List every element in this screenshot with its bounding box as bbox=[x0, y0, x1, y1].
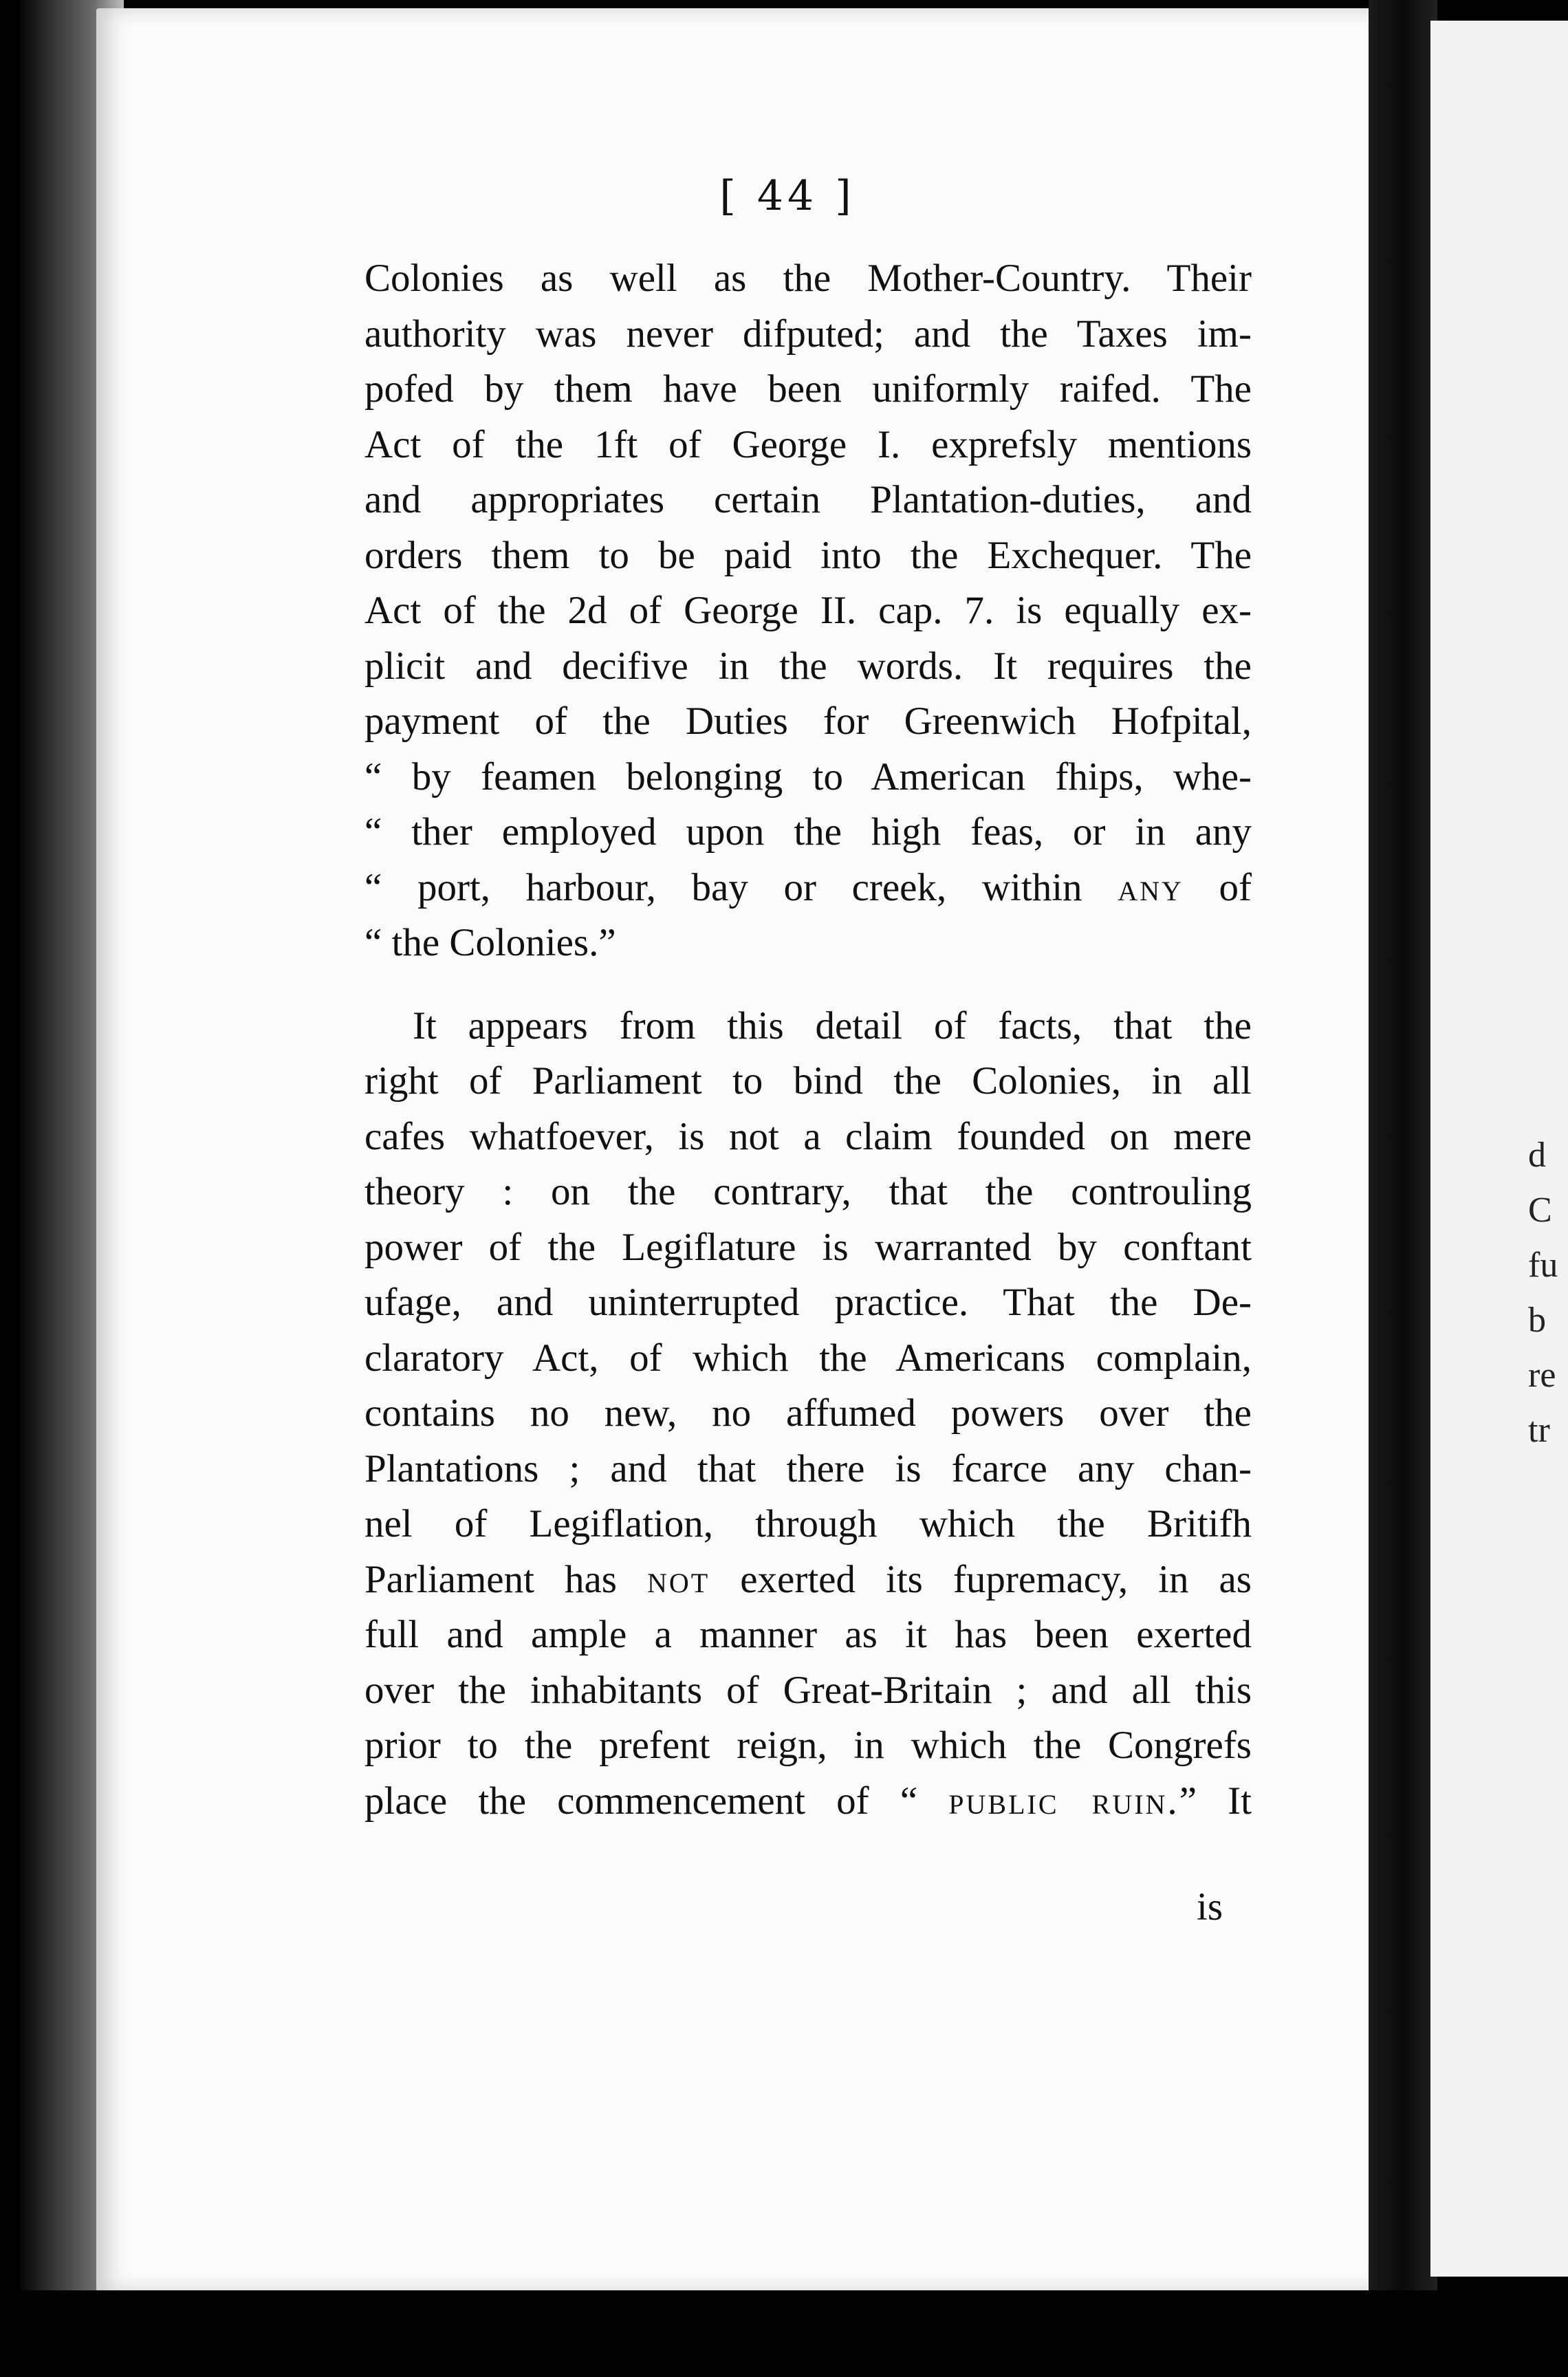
text-segment: It bbox=[1228, 1779, 1252, 1823]
text-line: payment of the Duties for Greenwich Hofpital, bbox=[364, 699, 1252, 743]
text-line: “ by feamen belonging to American fhips, whe- bbox=[364, 755, 1252, 799]
text-line: contains no new, no affumed powers over the bbox=[364, 1391, 1252, 1435]
text-line: “ ther employed upon the high feas, or in any bbox=[364, 810, 1252, 854]
text-line: Colonies as well as the Mother-Country. Their bbox=[364, 257, 1252, 300]
text-segment: exerted its fupremacy, in as bbox=[710, 1557, 1252, 1601]
text-line: cafes whatfoever, is not a claim founded on mere bbox=[364, 1114, 1252, 1158]
small-caps-phrase: public ruin. bbox=[948, 1779, 1179, 1823]
text-line: authority was never difputed; and the Taxes im- bbox=[364, 312, 1252, 356]
fragment: d bbox=[1528, 1136, 1546, 1175]
catchword: is bbox=[1197, 1885, 1223, 1929]
text-line: Act of the 1ft of George I. exprefsly mentions bbox=[364, 422, 1252, 466]
text-line: over the inhabitants of Great-Britain ; and all this bbox=[364, 1668, 1252, 1712]
text-line: plicit and decifive in the words. It requires the bbox=[364, 644, 1252, 688]
paragraph-gap bbox=[364, 971, 1252, 999]
text-line: Plantations ; and that there is fcarce any chan- bbox=[364, 1446, 1252, 1490]
text-line-with-small-caps bbox=[364, 1552, 1252, 1608]
text-line: theory : on the contrary, that the controuling bbox=[364, 1170, 1252, 1213]
text-line: prior to the prefent reign, in which the Congrefs bbox=[364, 1724, 1252, 1767]
open-quote: “ bbox=[900, 1779, 949, 1823]
text-line: “ the Colonies.” bbox=[364, 921, 616, 964]
text-line: full and ample a manner as it has been exerted bbox=[364, 1613, 1252, 1656]
text-segment: Parliament has bbox=[364, 1557, 617, 1601]
text-segment: of bbox=[1183, 865, 1252, 909]
paragraph-2 bbox=[364, 999, 1252, 1830]
fragment: C bbox=[1528, 1191, 1552, 1230]
text-line: ufage, and uninterrupted practice. That the De- bbox=[364, 1281, 1252, 1324]
text-line-with-small-caps bbox=[364, 860, 1252, 916]
text-line: pofed by them have been uniformly raifed. The bbox=[364, 367, 1252, 411]
facing-page-text-fragments bbox=[1528, 1128, 1568, 1458]
fragment: re bbox=[1528, 1356, 1556, 1395]
text-line-with-small-caps bbox=[364, 1774, 1252, 1830]
small-caps-word: not bbox=[646, 1557, 710, 1601]
fragment: b bbox=[1528, 1301, 1546, 1340]
page-gutter bbox=[1369, 0, 1437, 2290]
text-segment: place the commencement of bbox=[364, 1779, 869, 1823]
text-line: right of Parliament to bind the Colonies, in all bbox=[364, 1059, 1252, 1103]
text-line: Act of the 2d of George II. cap. 7. is equally ex- bbox=[364, 589, 1252, 632]
text-line: It appears from this detail of facts, that the bbox=[413, 1003, 1252, 1048]
text-line: and appropriates certain Plantation-duties, and bbox=[364, 478, 1252, 521]
small-caps-word: any bbox=[1118, 865, 1184, 909]
page-number: [ 44 ] bbox=[719, 172, 856, 220]
text-line: claratory Act, of which the Americans complain, bbox=[364, 1336, 1252, 1380]
text-line: power of the Legiflature is warranted by conftant bbox=[364, 1225, 1252, 1269]
close-quote: ” bbox=[1179, 1779, 1197, 1823]
body-text bbox=[364, 251, 1252, 1829]
fragment: tr bbox=[1528, 1411, 1550, 1450]
scan-bottom-border bbox=[0, 2290, 1568, 2377]
text-line: nel of Legiflation, through which the Britifh bbox=[364, 1502, 1252, 1545]
paragraph-1 bbox=[364, 251, 1252, 971]
fragment: fu bbox=[1528, 1246, 1558, 1285]
text-segment: “ port, harbour, bay or creek, within bbox=[364, 865, 1082, 909]
text-line: orders them to be paid into the Exchequer. The bbox=[364, 533, 1252, 577]
